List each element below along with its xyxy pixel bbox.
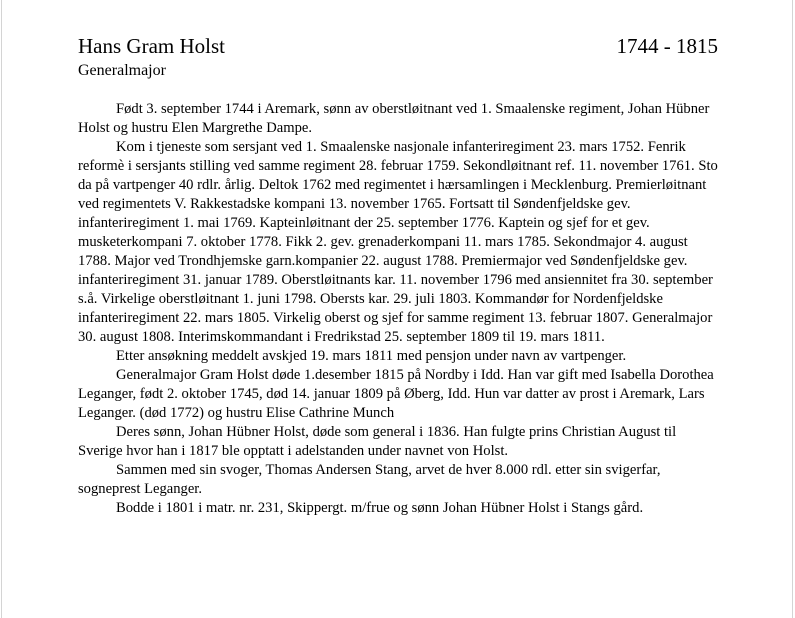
paragraph-discharge: Etter ansøkning meddelt avskjed 19. mars 1811 med pensjon under navn av vartpenger. bbox=[116, 348, 627, 364]
paragraph-death-marriage: Generalmajor Gram Holst døde 1.desember 1815 på Nordby i Idd. Han var gift med Isabella Dorothea Leganger, født 2. oktober 1745, død 14. januar 1809 på Øberg, Idd. Hun var datter av prost i Aremark, Lars Leganger. (død 1772) og hustru Elise Cathrine Munch bbox=[78, 367, 714, 421]
paragraph-residence: Bodde i 1801 i matr. nr. 231, Skippergt. m/frue og sønn Johan Hübner Holst i Stangs gård. bbox=[116, 500, 644, 516]
person-name: Hans Gram Holst bbox=[78, 34, 225, 58]
paragraph-son: Deres sønn, Johan Hübner Holst, døde som general i 1836. Han fulgte prins Christian August til Sverige hvor han i 1817 ble opptatt i adelstanden under navnet von Holst. bbox=[78, 424, 677, 459]
life-years: 1744 - 1815 bbox=[616, 34, 718, 58]
document-header bbox=[78, 33, 718, 59]
paragraph-birth: Født 3. september 1744 i Aremark, sønn av oberstløitnant ved 1. Smaalenske regiment, Johan Hübner Holst og hustru Elen Margrethe Dampe. bbox=[78, 101, 710, 136]
paragraph-career: Kom i tjeneste som sersjant ved 1. Smaalenske nasjonale infanteriregiment 23. mars 1752. Fenrik reformè i sersjants stilling ved samme regiment 28. februar 1759. Sekondløitnant ref. 11. november 1761. Sto da på vartpenger 40 rdlr. årlig. Deltok 1762 med regimentet i hærsamlingen i Mecklenburg. Premierløitnant ved regimentets V. Rakkestadske kompani 13. november 1765. Fortsatt til Søndenfjeldske gev. infanteriregiment 1. mai 1769. Kapteinløitnant der 25. september 1776. Kaptein og sjef for et gev. musketerkompani 7. oktober 1778. Fikk 2. gev. grenaderkompani 11. mars 1785. Sekondmajor 4. august 1788. Major ved Trondhjemske garn.kompanier 22. august 1788. Premiermajor ved Søndenfjeldske gev. infanteriregiment 31. januar 1789. Oberstløitnants kar. 11. november 1796 med ansiennitet fra 30. september s.å. Virkelige oberstløitnant 1. juni 1798. Obersts kar. 29. juli 1803. Kommandør for Nordenfjeldske infanteriregiment 22. mars 1805. Virkelig oberst og sjef for samme regiment 13. februar 1807. Generalmajor 30. august 1808. Interimskommandant i Fredrikstad 25. september 1809 til 19. mars 1811. bbox=[78, 139, 718, 345]
document-page bbox=[1, 0, 793, 618]
military-rank: Generalmajor bbox=[78, 62, 166, 79]
paragraph-inheritance: Sammen med sin svoger, Thomas Andersen Stang, arvet de hver 8.000 rdl. etter sin svigerfar, sogneprest Leganger. bbox=[78, 462, 661, 497]
biography-text bbox=[78, 100, 718, 518]
